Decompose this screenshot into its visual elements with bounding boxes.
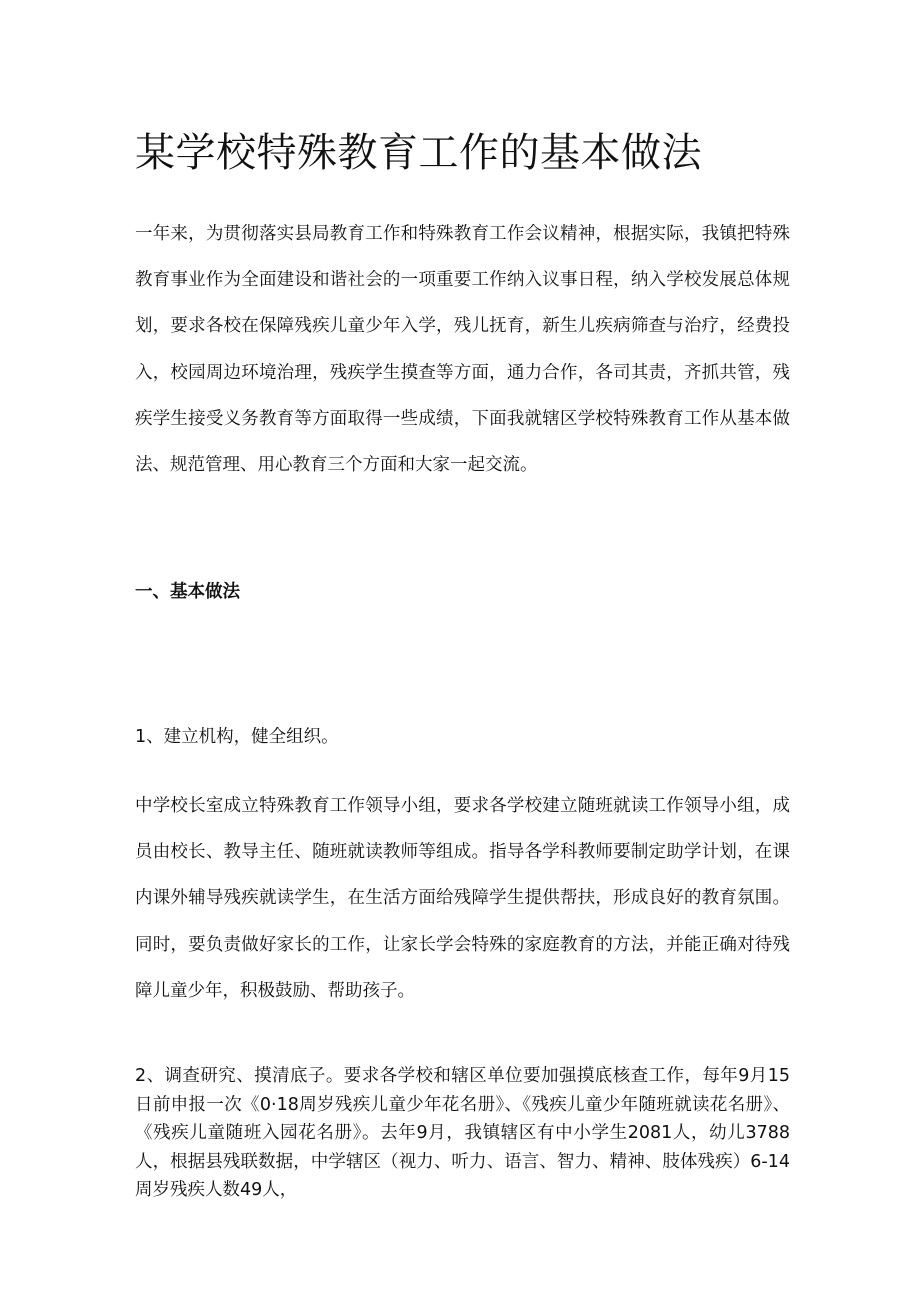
intro-paragraph: 一年来，为贯彻落实县局教育工作和特殊教育工作会议精神，根据实际，我镇把特殊教育事业作为全面建设和谐社会的一项重要工作纳入议事日程，纳入学校发展总体规划，要求各校在保障残疾儿童少年入学，残儿抚育，新生儿疾病筛查与治疗，经费投入，校园周边环境治理，残疾学生摸查等方面，通力合作，各司其责，齐抓共管，残疾学生接受义务教育等方面取得一些成绩，下面我就辖区学校特殊教育工作从基本做法、规范管理、用心教育三个方面和大家一起交流。 xyxy=(135,224,790,476)
document-title: 某学校特殊教育工作的基本做法 xyxy=(135,130,702,176)
item-2-paragraph: 2、调查研究、摸清底子。要求各学校和辖区单位要加强摸底核查工作，每年9月15日前申报一次《0·18周岁残疾儿童少年花名册》、《残疾儿童少年随班就读花名册》、《残疾儿童随班入园花名册》。去年9月，我镇辖区有中小学生2081人，幼儿3788人，根据县残联数据，中学辖区（视力、听力、语言、智力、精神、肢体残疾）6-14周岁残疾人数49人， xyxy=(135,1066,790,1200)
item-1-paragraph: 中学校长室成立特殊教育工作领导小组，要求各学校建立随班就读工作领导小组，成员由校长、教导主任、随班就读教师等组成。指导各学科教师要制定助学计划，在课内课外辅导残疾就读学生，在生活方面给残障学生提供帮扶，形成良好的教育氛围。同时，要负责做好家长的工作，让家长学会特殊的家庭教育的方法，并能正确对待残障儿童少年，积极鼓励、帮助孩子。 xyxy=(135,796,790,1001)
item-1-heading: 1、建立机构，健全组织。 xyxy=(135,727,339,747)
section-heading-basic-practices: 一、基本做法 xyxy=(135,582,240,602)
